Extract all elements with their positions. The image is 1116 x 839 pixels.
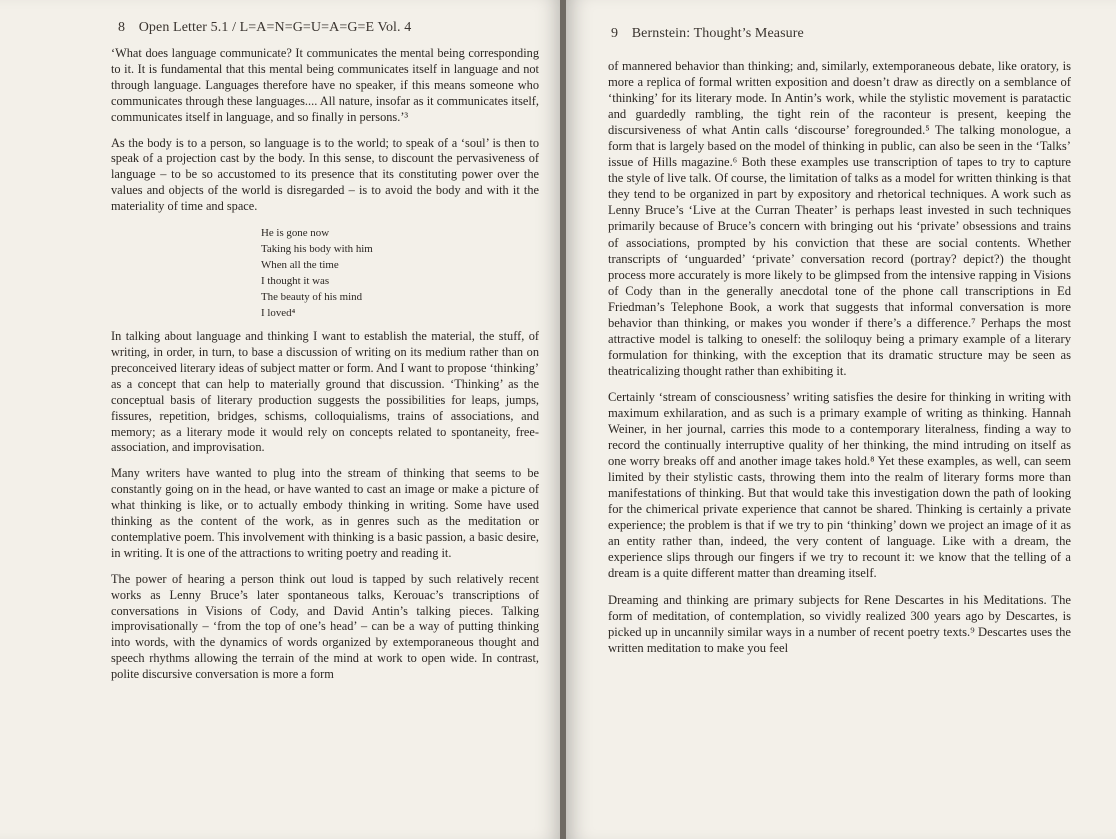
poem-line: He is gone now: [261, 227, 330, 240]
paragraph: of mannered behavior than thinking; and, similarly, extemporaneous debate, like oratory, is more a replica of formal written exposition and doesn’t draw as directly on a semblance of ‘thinking’ for its literary mode. In Antin’s work, while the stylistic movement is paratactic and guardedly rambling, the tight rein of the raconteur is present, keeping the discursiveness of what Antin calls ‘discourse’ foregrounded.⁵ The talking monologue, a form that is largely based on the model of thinking in public, can also be seen in the ‘Talks’ issue of Hills magazine.⁶ Both these examples use transcription of tapes to try to capture the style of live talk. Of course, the limitation of talks as a model for written thinking is that they tend to be organized in part by expository and rhetorical techniques. A work such as Lenny Bruce’s ‘Live at the Curran Theater’ is perhaps least invested in such techniques primarily because of Bruce’s concern with bringing out his ‘private’ obsessions and trains of associations, prompted by his conviction that these are social contents. Whether transcripts of ‘unguarded’ ‘private’ conversation record (portray? depict?) the thought process more accurately is more likely to be glimpsed from the intensive rapping in Visions of Cody than in the generally anecdotal tone of the phone call transcriptions in Ed Friedman’s Telephone Book, a work that suggests that informal conversation is more behavior than thinking, or makes you wonder if there’s a difference.⁷ Perhaps the most attractive model is talking to oneself: the soliloquy being a primary example of a literary formulation for thinking, with the exception that its dramatic structure may be seen as theatricalizing thought rather than exhibiting it.: [608, 59, 1071, 378]
paragraph: In talking about language and thinking I want to establish the material, the stuff, of writing, in order, in turn, to base a discussion of writing on its medium rather than on preconceived literary ideas of subject matter or form. And I want to propose ‘thinking’ as a concept that can help to materially ground that discussion. ‘Thinking’ as the conceptual basis of literary production suggests the possibilities for leaps, jumps, fissures, repetition, bridges, schisms, colloquialisms, trains of associations, and memory; as a literary mode it would rely on concepts related to spontaneity, free-association, and improvisation.: [111, 329, 539, 455]
paragraph: Many writers have wanted to plug into the stream of thinking that seems to be constantly going on in the head, or have wanted to cast an image or make a picture of what thinking is like, or to actually embody thinking in writing. Some have used thinking as the content of the work, as in genres such as the meditation or contemplative poem. This involvement with thinking is a basic passion, a basic desire, in writing. It is one of the attractions to writing poetry and reading it.: [111, 466, 539, 560]
page-body: [111, 46, 539, 693]
page-body: [608, 58, 1071, 666]
poem-block: [261, 225, 539, 321]
paragraph: As the body is to a person, so language is to the world; to speak of a ‘soul’ is then to speak of a projection cast by the body. In this sense, to discount the pervasiveness of language – to be so accustomed to its presence that its constituting power over the values and objects of the world is disregarded – is to avoid the body and with it the materiality of time and space.: [111, 135, 539, 214]
poem-line: When all the time: [261, 259, 339, 272]
paragraph: The power of hearing a person think out loud is tapped by such relatively recent works as Lenny Bruce’s later spontaneous talks, Kerouac’s transcriptions of conversations in Visions of Cody, and David Antin’s talking pieces. Talking improvisationally – ‘from the top of one’s head’ – can be a way of putting thinking into words, with the dynamics of words organized by extemporaneous thought and speech rhythms allowing the terrain of the mind at work to open wide. In contrast, polite discursive conversation is more a form: [111, 571, 539, 682]
paragraph: Dreaming and thinking are primary subjects for Rene Descartes in his Meditations. The form of meditation, of contemplation, so vividly realized 300 years ago by Descartes, is picked up in uncannily similar ways in a number of recent poetry texts.⁹ Descartes uses the written meditation to make you feel: [608, 592, 1071, 655]
paragraph: Certainly ‘stream of consciousness’ writing satisfies the desire for thinking in writing with maximum exhilaration, and as such is a primary example of writing as thinking. Hannah Weiner, in her journal, carries this mode to a contemporary literalness, finding a way to record the continually interruptive quality of her thinking, the mind intruding on itself as one worry breaks off and another image takes hold.⁸ Yet these examples, as well, can seem limited by their stylistic casts, throwing them into the realm of literary forms more than manifestations of thinking. But that would take this investigation down the path of looking for the chimerical private experience that cannot be shared. Thinking is certainly a private experience; the problem is that if we try to pin ‘thinking’ down we project an image of it as an entity rather than, indeed, the very content of language. Like with a dream, the experience slips through our fingers if we try to recount it: we know that the telling of a dream is a quite different matter than dreaming itself.: [608, 389, 1071, 581]
page-number: 9: [611, 26, 619, 41]
poem-line: I thought it was: [261, 275, 330, 288]
page-header: [611, 26, 804, 42]
poem-line: The beauty of his mind: [261, 291, 363, 304]
right-page: [566, 0, 1116, 839]
running-title: Open Letter 5.1 / L=A=N=G=U=A=G=E Vol. 4: [138, 20, 412, 35]
running-title: Bernstein: Thought’s Measure: [631, 26, 804, 41]
poem-line: I loved⁴: [261, 307, 296, 320]
page-number: 8: [118, 20, 126, 35]
paragraph: ‘What does language communicate? It communicates the mental being corresponding to it. It is fundamental that this mental being communicates itself in language and not through language. Languages therefore have no speaker, if this means someone who communicates through these languages.... All nature, insofar as it communicates itself, communicates itself in language, and so finally in persons.’³: [111, 46, 539, 124]
poem-line: Taking his body with him: [261, 243, 373, 256]
page-header: [118, 20, 411, 36]
